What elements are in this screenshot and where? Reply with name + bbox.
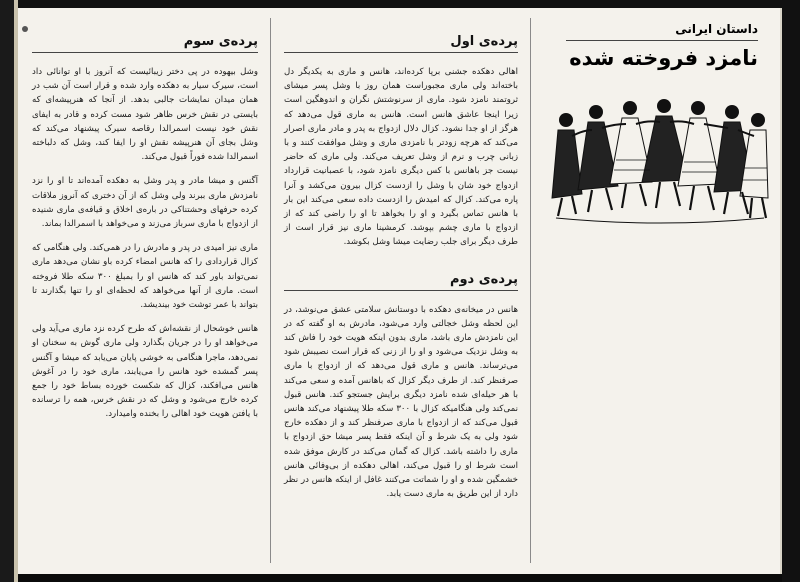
act3-paragraph-1: وشل بیهوده در پی دختر زیبائیست که آنروز با او توانائی داد است، سیرک سیار به دهکده وارد شده و قرار است آن شب در همان میدان نمایشات جالبی بدهد. از آنجا که هنرپیشه‌ای که بایستی در نقش خرس ظاهر شود مست کرده و قادر به ایفای نقش خود نیست اسمرالدا رقاصه سیرک پیشنهاد می‌کند که وشل بجای آن هنرپیشه نقش او را ایفا کند، وشل که دلباخته اسمرالدا شده فوراً قبول می‌کند. bbox=[32, 67, 258, 163]
column-act1-act2 bbox=[284, 30, 518, 511]
story-header bbox=[566, 22, 758, 70]
act3-heading-bar bbox=[32, 30, 258, 53]
column-divider-right bbox=[530, 18, 531, 563]
scan-right-edge bbox=[782, 0, 800, 582]
act3-paragraph-3: ماری نیز امیدی در پدر و مادرش را در همی‌کند. ولی هنگامی که کزال قراردادی را که هانس امضاء کرده باو نشان می‌دهد ماری نمی‌تواند باور کند که هانس او را بمبلغ ۳۰۰ سکه طلا فروخته است. ماری از آنها می‌خواهد که لحظه‌ای او را تنها بگذارند تا بتواند با عمر توشت خود بیندیشد. bbox=[32, 243, 258, 311]
act1-heading: پرده‌ی اول bbox=[450, 34, 518, 49]
act2-heading-bar bbox=[284, 268, 518, 291]
scan-top-edge bbox=[0, 0, 800, 8]
act1-paragraph: اهالی دهکده جشنی برپا کرده‌اند، هانس و ماری به یکدیگر دل باخته‌اند ولی ماری مجبوراست همان روز با وشل پسر میشای ثروتمند نامزد شود. ماری از سرنوشتش نگران و اندوهگین است زیرا اینجا عاشق هانس است. هانس به ماری قول می‌دهد که هرگز از او جدا نشود. کزال دلال ازدواج به پدر و مادر ماری اصرار می‌کند که هرچه زودتر با نامزدی ماری و وشل موافقت کنند و با زبانی چرب و نرم از وشل تعریف می‌کند. ولی ماری که حاضر نیست جز باهانس با کس دیگری نامزد شود، با عصبانیت قرارداد ازدواج خود شان با وشل را ازدست کزال بیرون می‌کشد و آنرا پاره می‌کند. کزال که امیدش را ازدست داده سعی می‌کند این بار با هانس تماس بگیرد و او را بخواهد تا او را راضی کند که از ازدواج با ماری چشم بپوشد. کرمشینا ماری نیز قرار است از طرف دیگر برای جلب رضایت میشا وشل بکوشد. bbox=[284, 67, 518, 248]
column-act3 bbox=[32, 30, 258, 432]
act3-paragraph-4: هانس خوشحال از نقشه‌اش که طرح کرده نزد ماری می‌آید ولی می‌خواهد او را در جریان بگذارد ولی ماری گوش به سخنان او نمی‌دهد، ماجرا هنگامی به خوشی پایان می‌یابد که میشا و آگنس پسر گمشده خود هانس را می‌یابند، ماری خود را در آغوش هانس می‌افکند، کزال که شکست خورده بساط خود را جمع کرده خارج می‌شود و وشل که در نقش خرس، همه را ترسانده با یافتن هویت خود اهالی را بخنده وامیدارد. bbox=[32, 324, 258, 420]
document-page bbox=[18, 8, 782, 574]
act3-paragraph-2: آگنس و میشا مادر و پدر وشل به دهکده آمده‌اند تا او را نزد نامزدش ماری ببرند ولی وشل که از آن دختری که آنروز ملاقات کرده حرفهای وحشتناکی در باره‌ی اخلاق و قیافه‌ی ماری شنیده از ازدواج با ماری سرباز می‌زند و می‌خواهد با اسمرالدا بماند. bbox=[32, 176, 258, 230]
act2-heading: پرده‌ی دوم bbox=[449, 271, 518, 287]
act1-heading-bar bbox=[284, 30, 518, 53]
folk-dance-illustration bbox=[548, 90, 772, 230]
page-marker-dot bbox=[22, 26, 28, 32]
column-divider-left bbox=[270, 18, 271, 563]
story-title: نامزد فروخته شده bbox=[569, 46, 758, 70]
binding-edge bbox=[0, 0, 18, 582]
act3-heading: پرده‌ی سوم bbox=[183, 34, 258, 49]
act2-paragraph: هانس در میخانه‌ی دهکده با دوستانش سلامتی عشق می‌نوشد، در این لحظه وشل خجالتی وارد می‌شود، مادرش به او گفته که در این نامزدش ماری باشد، ماری بدون اینکه هویت خود را فاش کند به وشل نزدیک می‌شود و او را از زنی که قرار است نصیبش شود می‌ترساند. هانس و ماری قول می‌دهد که از ازدواج با ماری صرفنظر کند. از طرف دیگر کزال که باهانس آمده و سعی می‌کند با هر حیله‌ای شده نامزد دیگری برایش جستجو کند. هانس قبول نمی‌کند ولی هنگامیکه کزال با ۳۰۰ سکه طلا پیشنهاد می‌کند هانس قبول می‌کند که از ازدواج با ماری صرفنظر کند و از دهکده خارج شود ولی به یک شرط و آن اینکه فقط پسر میشا حق ازدواج با ماری را داشته باشد. کزال که گمان می‌کند در کارش موفق شده است شرط او را قبول می‌کند، اهالی دهکده از بی‌وفائی هانس خشمگین شده و او را شماتت می‌کنند غافل از اینکه هانس در نظر دارد از این طریق به ماری دست یابد. bbox=[284, 304, 519, 500]
story-label: داستان ایرانی bbox=[566, 22, 758, 41]
